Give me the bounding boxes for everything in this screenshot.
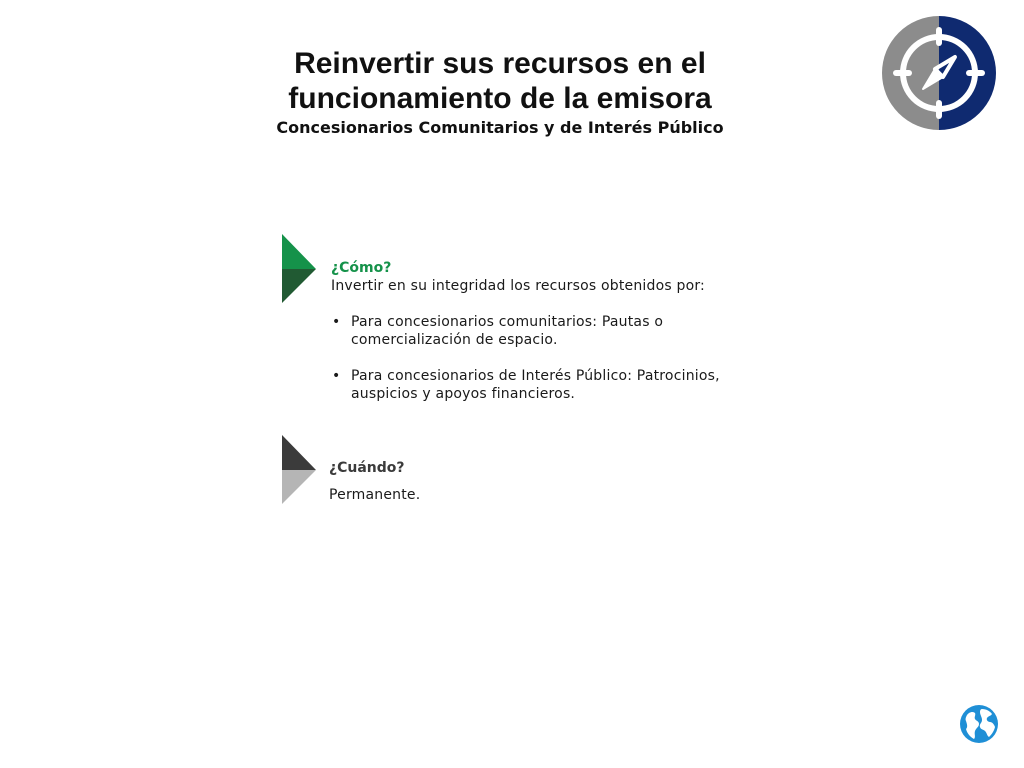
page-title: Reinvertir sus recursos en el funcionamiento de la emisora — [288, 47, 712, 115]
globe-icon — [958, 703, 1000, 745]
como-bullet-list — [331, 313, 761, 403]
cuando-body: Permanente. — [329, 487, 421, 503]
compass-icon — [882, 16, 996, 130]
cuando-heading: ¿Cuándo? — [329, 460, 405, 476]
chevron-right-icon — [282, 435, 318, 505]
chevron-right-icon — [282, 234, 318, 304]
page-subtitle: Concesionarios Comunitarios y de Interés Público — [276, 118, 724, 137]
list-item: • Para concesionarios de Interés Público: Patrocinios, auspicios y apoyos financieros. — [331, 367, 761, 403]
como-heading: ¿Cómo? — [331, 260, 392, 276]
page-header — [180, 46, 820, 138]
list-item: • Para concesionarios comunitarios: Pautas o comercialización de espacio. — [331, 313, 761, 349]
como-intro: Invertir en su integridad los recursos obtenidos por: — [331, 278, 705, 294]
